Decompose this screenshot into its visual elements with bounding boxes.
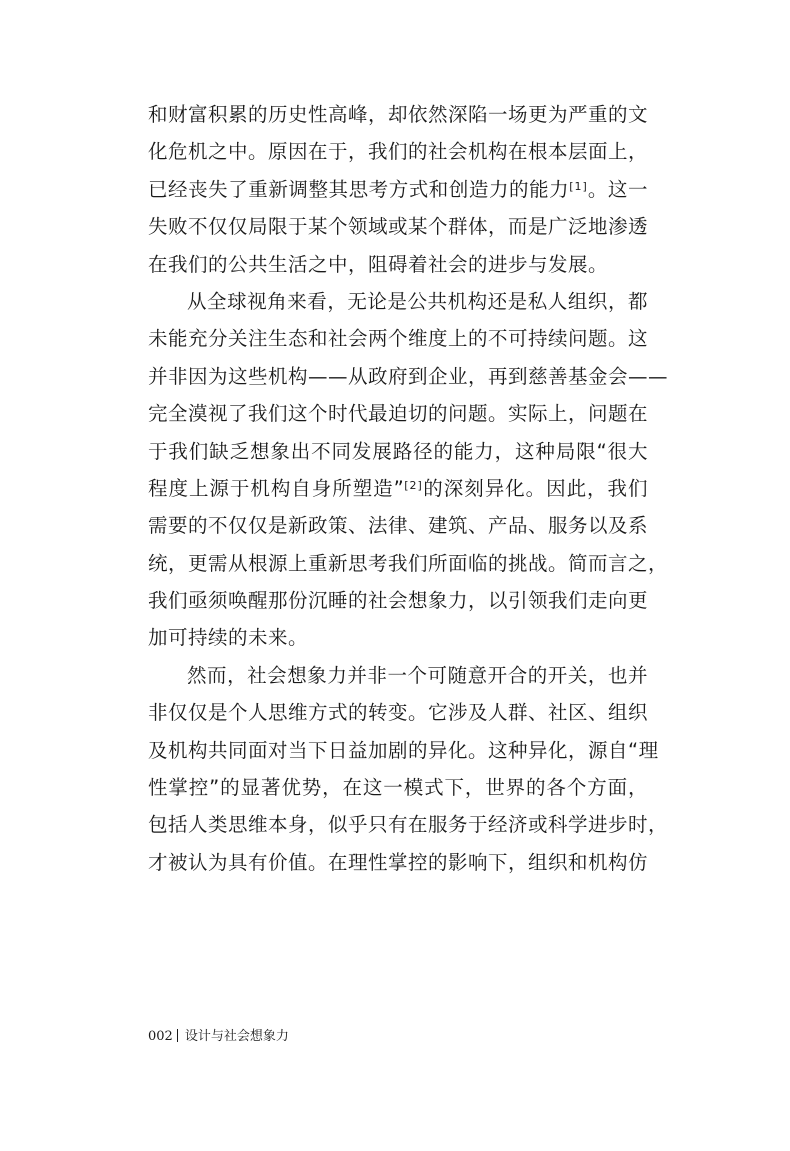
text-line	[148, 657, 648, 694]
text-line	[148, 171, 648, 208]
page-number: 002	[148, 1029, 173, 1044]
text-line	[148, 769, 648, 806]
line-text: 化危机之中。原因在于，我们的社会机构在根本层面上，	[148, 140, 649, 164]
text-line	[148, 96, 648, 133]
line-text: 性掌控”的显著优势，在这一模式下，世界的各个方面，	[148, 776, 648, 800]
line-text: 及机构共同面对当下日益加剧的异化。这种异化，源自“理	[148, 738, 659, 762]
line-text: 加可持续的未来。	[148, 626, 309, 650]
text-line	[148, 582, 648, 619]
text-line	[148, 433, 648, 470]
line-text	[148, 171, 648, 208]
text-line	[148, 395, 648, 432]
text-line	[148, 208, 648, 245]
line-text: 从全球视角来看，无论是公共机构还是私人组织，都	[187, 289, 648, 313]
line-text-part: 已经丧失了重新调整其思考方式和创造力的能力	[148, 177, 570, 201]
footnote-ref: [1]	[569, 179, 588, 193]
body-text	[148, 96, 669, 881]
text-line	[148, 806, 669, 843]
line-text: 并非因为这些机构——从政府到企业，再到慈善基金会——	[148, 364, 669, 388]
line-text: 完全漠视了我们这个时代最迫切的问题。实际上，问题在	[148, 402, 649, 426]
text-line	[148, 732, 659, 769]
line-text: 和财富积累的历史性高峰，却依然深陷一场更为严重的文	[148, 103, 649, 126]
text-line	[148, 358, 669, 395]
line-text	[148, 470, 648, 507]
line-text: 未能充分关注生态和社会两个维度上的不可持续问题。这	[148, 327, 649, 351]
book-title: 设计与社会想象力	[184, 1029, 289, 1044]
line-text: 我们亟须唤醒那份沉睡的社会想象力，以引领我们走向更	[148, 589, 649, 613]
text-line	[148, 246, 648, 283]
text-line	[148, 619, 648, 656]
line-text: 于我们缺乏想象出不同发展路径的能力，这种局限“很大	[148, 439, 648, 463]
text-line	[148, 133, 648, 170]
text-line	[148, 844, 648, 881]
line-text: 才被认为具有价值。在理性掌控的影响下，组织和机构仿	[148, 850, 649, 874]
line-text-part: 。这一	[587, 177, 648, 201]
text-line	[148, 507, 648, 544]
line-text: 包括人类思维本身，似乎只有在服务于经济或科学进步时，	[148, 813, 669, 837]
line-text: 在我们的公共生活之中，阻碍着社会的进步与发展。	[148, 252, 609, 276]
line-text-part: 程度上源于机构自身所塑造”	[148, 476, 405, 500]
page-footer	[148, 1027, 289, 1047]
text-line	[148, 545, 669, 582]
line-text: 统，更需从根源上重新思考我们所面临的挑战。简而言之，	[148, 551, 669, 575]
text-line	[148, 694, 648, 731]
line-text: 失败不仅仅局限于某个领域或某个群体，而是广泛地渗透	[148, 215, 649, 239]
line-text: 非仅仅是个人思维方式的转变。它涉及人群、社区、组织	[148, 701, 649, 725]
line-text: 需要的不仅仅是新政策、法律、建筑、产品、服务以及系	[148, 514, 649, 538]
line-text: 然而，社会想象力并非一个可随意开合的开关，也并	[187, 663, 648, 687]
line-text-part: 的深刻异化。因此，我们	[422, 476, 648, 500]
footnote-ref: [2]	[404, 478, 423, 492]
text-line	[148, 470, 648, 507]
text-line	[148, 283, 648, 320]
footer-divider	[177, 1029, 178, 1042]
text-line	[148, 320, 648, 357]
